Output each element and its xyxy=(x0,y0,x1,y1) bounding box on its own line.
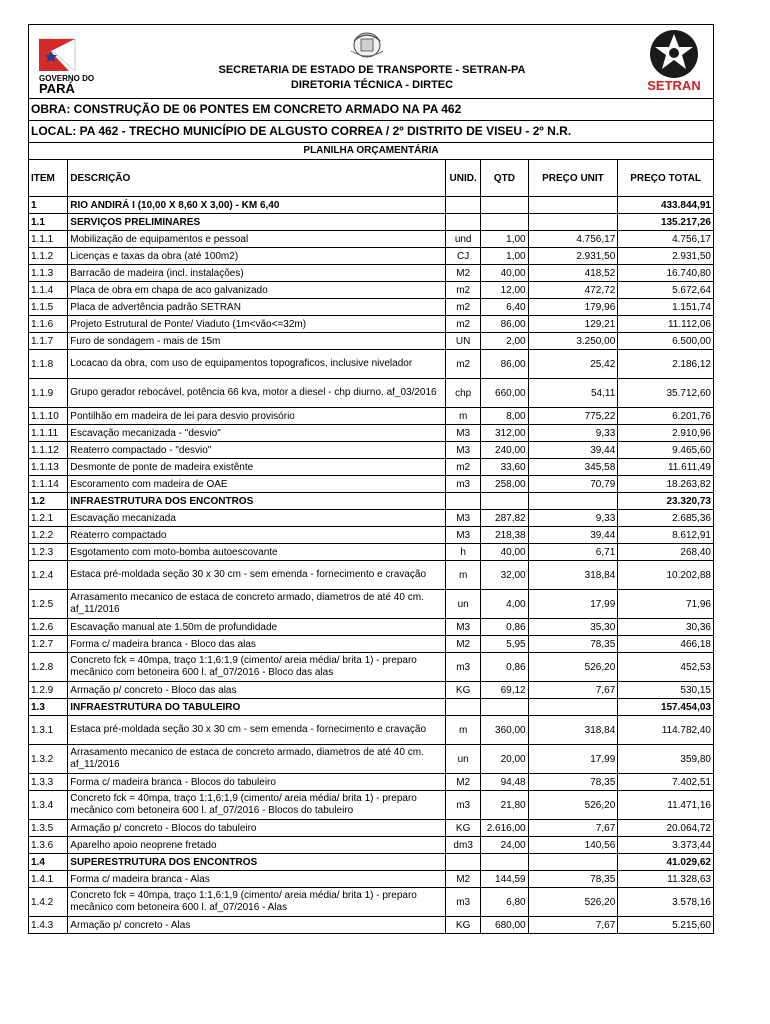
row-desc: Forma c/ madeira branca - Bloco das alas xyxy=(68,636,446,653)
row-item: 1.1.5 xyxy=(29,299,68,316)
row-preco-total: 2.685,36 xyxy=(618,510,714,527)
row-qtd: 6,40 xyxy=(481,299,528,316)
row-desc: INFRAESTRUTURA DO TABULEIRO xyxy=(68,699,446,716)
column-header-preco-unit: PREÇO UNIT xyxy=(528,160,618,197)
row-qtd: 0,86 xyxy=(481,619,528,636)
row-desc: Armação p/ concreto - Alas xyxy=(68,917,446,934)
row-unid xyxy=(446,493,481,510)
row-preco-unit: 25,42 xyxy=(528,350,618,379)
row-preco-unit xyxy=(528,197,618,214)
table-row xyxy=(29,636,714,653)
row-unid: m3 xyxy=(446,476,481,493)
row-desc: Reaterro compactado - "desvio" xyxy=(68,442,446,459)
row-unid: m2 xyxy=(446,316,481,333)
row-preco-total: 2.910,96 xyxy=(618,425,714,442)
row-desc: Escavação mecanizada - "desvio" xyxy=(68,425,446,442)
row-preco-total: 466,18 xyxy=(618,636,714,653)
row-preco-unit: 78,35 xyxy=(528,871,618,888)
table-row xyxy=(29,682,714,699)
row-item: 1.2.8 xyxy=(29,653,68,682)
row-desc: Arrasamento mecanico de estaca de concreto armado, diametros de até 40 cm. af_11/2016 xyxy=(68,590,446,619)
row-preco-total: 23.320,73 xyxy=(618,493,714,510)
row-desc: Concreto fck = 40mpa, traço 1:1,6:1,9 (cimento/ areia média/ brita 1) - preparo mecânico com betoneira 600 l. af_07/2016 - Blocos do tabuleiro xyxy=(68,791,446,820)
row-preco-unit: 39,44 xyxy=(528,527,618,544)
row-unid: m xyxy=(446,408,481,425)
row-preco-total: 157.454,03 xyxy=(618,699,714,716)
table-row xyxy=(29,791,714,820)
row-unid: un xyxy=(446,590,481,619)
row-item: 1 xyxy=(29,197,68,214)
row-preco-total: 6.500,00 xyxy=(618,333,714,350)
row-qtd: 40,00 xyxy=(481,265,528,282)
directorate-title: DIRETORIA TÉCNICA - DIRTEC xyxy=(290,79,454,91)
row-qtd: 32,00 xyxy=(481,561,528,590)
row-unid: M3 xyxy=(446,527,481,544)
row-item: 1.2.9 xyxy=(29,682,68,699)
table-row xyxy=(29,379,714,408)
row-preco-unit: 2.931,50 xyxy=(528,248,618,265)
row-unid: M2 xyxy=(446,265,481,282)
row-qtd: 660,00 xyxy=(481,379,528,408)
row-unid: M2 xyxy=(446,871,481,888)
table-row xyxy=(29,888,714,917)
table-row xyxy=(29,561,714,590)
table-row xyxy=(29,459,714,476)
row-preco-total: 11.112,06 xyxy=(618,316,714,333)
section-row xyxy=(29,854,714,871)
row-unid: un xyxy=(446,745,481,774)
row-desc: Concreto fck = 40mpa, traço 1:1,6:1,9 (cimento/ areia média/ brita 1) - preparo mecânico com betoneira 600 l. af_07/2016 - Alas xyxy=(68,888,446,917)
row-item: 1.2.2 xyxy=(29,527,68,544)
row-qtd: 240,00 xyxy=(481,442,528,459)
row-unid xyxy=(446,854,481,871)
row-desc: Pontilhão em madeira de lei para desvio provisório xyxy=(68,408,446,425)
table-row xyxy=(29,590,714,619)
row-qtd xyxy=(481,699,528,716)
table-row xyxy=(29,248,714,265)
row-unid: m xyxy=(446,561,481,590)
row-unid: M3 xyxy=(446,619,481,636)
row-desc: SERVIÇOS PRELIMINARES xyxy=(68,214,446,231)
table-row xyxy=(29,425,714,442)
row-item: 1.2.1 xyxy=(29,510,68,527)
row-preco-total: 11.471,16 xyxy=(618,791,714,820)
row-unid: m2 xyxy=(446,459,481,476)
row-item: 1.1.12 xyxy=(29,442,68,459)
row-preco-total: 2.931,50 xyxy=(618,248,714,265)
row-item: 1.4.3 xyxy=(29,917,68,934)
local-line: LOCAL: PA 462 - TRECHO MUNICÍPIO DE ALGUSTO CORREA / 2º DISTRITO DE VISEU - 2º N.R. xyxy=(28,120,714,142)
row-preco-unit xyxy=(528,493,618,510)
row-unid: KG xyxy=(446,820,481,837)
row-unid: chp xyxy=(446,379,481,408)
table-row xyxy=(29,774,714,791)
table-row xyxy=(29,716,714,745)
row-item: 1.2.7 xyxy=(29,636,68,653)
table-row xyxy=(29,316,714,333)
row-item: 1.2.6 xyxy=(29,619,68,636)
governo-do-para-logo xyxy=(35,31,125,93)
row-desc: Placa de advertência padrão SETRAN xyxy=(68,299,446,316)
row-preco-total: 3.578,16 xyxy=(618,888,714,917)
column-header-qtd: QTD xyxy=(481,160,528,197)
table-row xyxy=(29,820,714,837)
row-item: 1.2.4 xyxy=(29,561,68,590)
row-desc: Escavação manual ate 1.50m de profundidade xyxy=(68,619,446,636)
row-preco-total: 30,36 xyxy=(618,619,714,636)
row-preco-unit: 35,30 xyxy=(528,619,618,636)
row-qtd: 258,00 xyxy=(481,476,528,493)
row-preco-total: 359,80 xyxy=(618,745,714,774)
row-unid: m xyxy=(446,716,481,745)
row-preco-unit: 318,84 xyxy=(528,716,618,745)
row-qtd: 86,00 xyxy=(481,350,528,379)
row-desc: Mobilização de equipamentos e pessoal xyxy=(68,231,446,248)
row-preco-total: 11.328,63 xyxy=(618,871,714,888)
budget-sheet xyxy=(28,24,714,934)
table-row xyxy=(29,282,714,299)
row-preco-unit: 17,99 xyxy=(528,745,618,774)
row-desc: Furo de sondagem - mais de 15m xyxy=(68,333,446,350)
row-qtd: 144,59 xyxy=(481,871,528,888)
row-preco-total: 452,53 xyxy=(618,653,714,682)
row-item: 1.1 xyxy=(29,214,68,231)
row-preco-unit: 39,44 xyxy=(528,442,618,459)
row-desc: Grupo gerador rebocável, potência 66 kva, motor a diesel - chp diurno. af_03/2016 xyxy=(68,379,446,408)
table-row xyxy=(29,442,714,459)
row-item: 1.3.5 xyxy=(29,820,68,837)
row-item: 1.1.3 xyxy=(29,265,68,282)
row-item: 1.1.10 xyxy=(29,408,68,425)
row-desc: Esgotamento com moto-bomba autoescovante xyxy=(68,544,446,561)
row-preco-total: 6.201,76 xyxy=(618,408,714,425)
row-preco-unit: 129,21 xyxy=(528,316,618,333)
row-desc: Arrasamento mecanico de estaca de concreto armado, diametros de até 40 cm. af_11/2016 xyxy=(68,745,446,774)
row-unid: m2 xyxy=(446,282,481,299)
row-item: 1.1.4 xyxy=(29,282,68,299)
row-preco-unit: 179,96 xyxy=(528,299,618,316)
secretariat-title: SECRETARIA DE ESTADO DE TRANSPORTE - SETRAN-PA xyxy=(218,64,526,76)
row-desc: Projeto Estrutural de Ponte/ Viaduto (1m<vão<=32m) xyxy=(68,316,446,333)
row-preco-total: 20.064,72 xyxy=(618,820,714,837)
row-qtd: 20,00 xyxy=(481,745,528,774)
row-preco-unit: 526,20 xyxy=(528,791,618,820)
row-item: 1.4.1 xyxy=(29,871,68,888)
row-qtd: 680,00 xyxy=(481,917,528,934)
table-row xyxy=(29,408,714,425)
row-item: 1.1.8 xyxy=(29,350,68,379)
row-item: 1.1.14 xyxy=(29,476,68,493)
row-preco-unit: 7,67 xyxy=(528,917,618,934)
table-row xyxy=(29,299,714,316)
row-desc: Placa de obra em chapa de aco galvanizado xyxy=(68,282,446,299)
row-preco-unit: 345,58 xyxy=(528,459,618,476)
row-item: 1.4.2 xyxy=(29,888,68,917)
row-preco-unit: 7,67 xyxy=(528,682,618,699)
row-preco-unit: 318,84 xyxy=(528,561,618,590)
row-item: 1.3.4 xyxy=(29,791,68,820)
obra-line: OBRA: CONSTRUÇÃO DE 06 PONTES EM CONCRETO ARMADO NA PA 462 xyxy=(28,98,714,120)
row-preco-unit: 17,99 xyxy=(528,590,618,619)
table-row xyxy=(29,745,714,774)
row-item: 1.1.11 xyxy=(29,425,68,442)
row-unid: CJ xyxy=(446,248,481,265)
table-row xyxy=(29,619,714,636)
table-row xyxy=(29,476,714,493)
row-preco-unit: 140,56 xyxy=(528,837,618,854)
row-qtd: 1,00 xyxy=(481,248,528,265)
row-preco-unit: 4.756,17 xyxy=(528,231,618,248)
row-preco-total: 268,40 xyxy=(618,544,714,561)
row-desc: Escavação mecanizada xyxy=(68,510,446,527)
row-qtd xyxy=(481,854,528,871)
row-preco-unit xyxy=(528,854,618,871)
document-header xyxy=(28,24,714,98)
column-header-unid: UNID. xyxy=(446,160,481,197)
column-header-item: ITEM xyxy=(29,160,68,197)
table-row xyxy=(29,653,714,682)
row-item: 1.1.2 xyxy=(29,248,68,265)
row-item: 1.1.13 xyxy=(29,459,68,476)
row-qtd: 86,00 xyxy=(481,316,528,333)
row-qtd: 33,60 xyxy=(481,459,528,476)
row-desc: Forma c/ madeira branca - Blocos do tabuleiro xyxy=(68,774,446,791)
row-item: 1.3.6 xyxy=(29,837,68,854)
row-preco-total: 11.611,49 xyxy=(618,459,714,476)
row-preco-total: 18.263,82 xyxy=(618,476,714,493)
row-qtd xyxy=(481,493,528,510)
row-desc: Reaterro compactado xyxy=(68,527,446,544)
row-preco-unit: 418,52 xyxy=(528,265,618,282)
row-desc: INFRAESTRUTURA DOS ENCONTROS xyxy=(68,493,446,510)
row-preco-total: 1.151,74 xyxy=(618,299,714,316)
row-desc: Escoramento com madeira de OAE xyxy=(68,476,446,493)
row-unid: M3 xyxy=(446,442,481,459)
row-qtd: 218,38 xyxy=(481,527,528,544)
row-qtd: 2.616,00 xyxy=(481,820,528,837)
row-preco-total: 114.782,40 xyxy=(618,716,714,745)
row-unid: m3 xyxy=(446,653,481,682)
row-qtd: 1,00 xyxy=(481,231,528,248)
row-unid: und xyxy=(446,231,481,248)
table-row xyxy=(29,350,714,379)
row-preco-total: 530,15 xyxy=(618,682,714,699)
row-qtd: 8,00 xyxy=(481,408,528,425)
row-preco-unit: 9,33 xyxy=(528,425,618,442)
row-unid: M3 xyxy=(446,510,481,527)
column-header-desc: DESCRIÇÃO xyxy=(68,160,446,197)
row-preco-total: 135.217,26 xyxy=(618,214,714,231)
row-unid: M2 xyxy=(446,774,481,791)
row-preco-total: 3.373,44 xyxy=(618,837,714,854)
row-qtd: 40,00 xyxy=(481,544,528,561)
row-preco-unit: 78,35 xyxy=(528,636,618,653)
row-preco-total: 433.844,91 xyxy=(618,197,714,214)
row-item: 1.3.2 xyxy=(29,745,68,774)
row-preco-total: 9.465,60 xyxy=(618,442,714,459)
row-qtd: 2,00 xyxy=(481,333,528,350)
row-unid xyxy=(446,197,481,214)
row-qtd: 6,80 xyxy=(481,888,528,917)
table-row xyxy=(29,333,714,350)
table-row xyxy=(29,510,714,527)
row-preco-unit: 3.250,00 xyxy=(528,333,618,350)
row-unid: KG xyxy=(446,682,481,699)
row-preco-unit: 78,35 xyxy=(528,774,618,791)
row-item: 1.2.3 xyxy=(29,544,68,561)
planilha-title: PLANILHA ORÇAMENTÁRIA xyxy=(28,142,714,159)
row-desc: Forma c/ madeira branca - Alas xyxy=(68,871,446,888)
row-preco-total: 5.672,64 xyxy=(618,282,714,299)
row-unid xyxy=(446,214,481,231)
svg-text:PARÁ: PARÁ xyxy=(39,81,75,93)
svg-text:SETRAN: SETRAN xyxy=(647,78,701,93)
section-row xyxy=(29,493,714,510)
row-unid: dm3 xyxy=(446,837,481,854)
row-preco-total: 8.612,91 xyxy=(618,527,714,544)
row-unid: m3 xyxy=(446,791,481,820)
row-item: 1.1.7 xyxy=(29,333,68,350)
row-qtd: 287,82 xyxy=(481,510,528,527)
row-item: 1.3 xyxy=(29,699,68,716)
row-item: 1.1.9 xyxy=(29,379,68,408)
table-row xyxy=(29,527,714,544)
row-qtd xyxy=(481,197,528,214)
row-desc: Desmonte de ponte de madeira existênte xyxy=(68,459,446,476)
row-preco-total: 2.186,12 xyxy=(618,350,714,379)
table-row xyxy=(29,231,714,248)
row-item: 1.2.5 xyxy=(29,590,68,619)
setran-logo xyxy=(637,27,711,93)
row-unid: M2 xyxy=(446,636,481,653)
row-desc: RIO ANDIRÁ I (10,00 X 8,60 X 3,00) - KM 6,40 xyxy=(68,197,446,214)
table-row xyxy=(29,265,714,282)
row-preco-total: 35.712,60 xyxy=(618,379,714,408)
state-coat-of-arms-icon xyxy=(347,27,387,61)
row-desc: Barracão de madeira (incl. instalações) xyxy=(68,265,446,282)
row-qtd: 69,12 xyxy=(481,682,528,699)
row-preco-unit xyxy=(528,214,618,231)
table-row xyxy=(29,871,714,888)
row-preco-unit: 526,20 xyxy=(528,653,618,682)
row-preco-unit: 54,11 xyxy=(528,379,618,408)
row-desc: Estaca pré-moldada seção 30 x 30 cm - sem emenda - fornecimento e cravação xyxy=(68,561,446,590)
row-preco-unit: 9,33 xyxy=(528,510,618,527)
row-desc: Aparelho apoio neoprene fretado xyxy=(68,837,446,854)
row-desc: SUPERESTRUTURA DOS ENCONTROS xyxy=(68,854,446,871)
row-desc: Estaca pré-moldada seção 30 x 30 cm - sem emenda - fornecimento e cravação xyxy=(68,716,446,745)
row-qtd: 24,00 xyxy=(481,837,528,854)
row-unid: KG xyxy=(446,917,481,934)
table-row xyxy=(29,544,714,561)
table-row xyxy=(29,917,714,934)
row-preco-total: 16.740,80 xyxy=(618,265,714,282)
column-header-preco-total: PREÇO TOTAL xyxy=(618,160,714,197)
row-preco-total: 41.029,62 xyxy=(618,854,714,871)
budget-table xyxy=(28,159,714,934)
row-qtd: 94,48 xyxy=(481,774,528,791)
section-row xyxy=(29,197,714,214)
row-unid: M3 xyxy=(446,425,481,442)
table-row xyxy=(29,837,714,854)
row-qtd xyxy=(481,214,528,231)
section-row xyxy=(29,214,714,231)
row-unid: UN xyxy=(446,333,481,350)
row-unid: m3 xyxy=(446,888,481,917)
svg-text:GOVERNO DO: GOVERNO DO xyxy=(39,74,95,83)
row-preco-unit: 6,71 xyxy=(528,544,618,561)
row-item: 1.3.1 xyxy=(29,716,68,745)
row-qtd: 360,00 xyxy=(481,716,528,745)
row-qtd: 4,00 xyxy=(481,590,528,619)
row-item: 1.1.6 xyxy=(29,316,68,333)
row-qtd: 12,00 xyxy=(481,282,528,299)
row-desc: Armação p/ concreto - Blocos do tabuleiro xyxy=(68,820,446,837)
row-item: 1.3.3 xyxy=(29,774,68,791)
row-qtd: 0,86 xyxy=(481,653,528,682)
row-desc: Armação p/ concreto - Bloco das alas xyxy=(68,682,446,699)
row-unid: m2 xyxy=(446,299,481,316)
row-preco-unit xyxy=(528,699,618,716)
row-unid: m2 xyxy=(446,350,481,379)
row-preco-unit: 472,72 xyxy=(528,282,618,299)
table-header-row xyxy=(29,160,714,197)
row-desc: Licenças e taxas da obra (até 100m2) xyxy=(68,248,446,265)
row-preco-unit: 775,22 xyxy=(528,408,618,425)
row-item: 1.2 xyxy=(29,493,68,510)
row-preco-unit: 7,67 xyxy=(528,820,618,837)
row-unid: h xyxy=(446,544,481,561)
row-qtd: 5,95 xyxy=(481,636,528,653)
row-preco-total: 7.402,51 xyxy=(618,774,714,791)
row-preco-unit: 70,79 xyxy=(528,476,618,493)
row-item: 1.1.1 xyxy=(29,231,68,248)
row-preco-total: 10.202,88 xyxy=(618,561,714,590)
row-preco-unit: 526,20 xyxy=(528,888,618,917)
row-preco-total: 4.756,17 xyxy=(618,231,714,248)
row-qtd: 21,80 xyxy=(481,791,528,820)
row-unid xyxy=(446,699,481,716)
row-preco-total: 71,96 xyxy=(618,590,714,619)
section-row xyxy=(29,699,714,716)
row-item: 1.4 xyxy=(29,854,68,871)
row-desc: Concreto fck = 40mpa, traço 1:1,6:1,9 (cimento/ areia média/ brita 1) - preparo mecânico com betoneira 600 l. af_07/2016 - Bloco das alas xyxy=(68,653,446,682)
row-preco-total: 5.215,60 xyxy=(618,917,714,934)
row-qtd: 312,00 xyxy=(481,425,528,442)
row-desc: Locacao da obra, com uso de equipamentos topograficos, inclusive nivelador xyxy=(68,350,446,379)
